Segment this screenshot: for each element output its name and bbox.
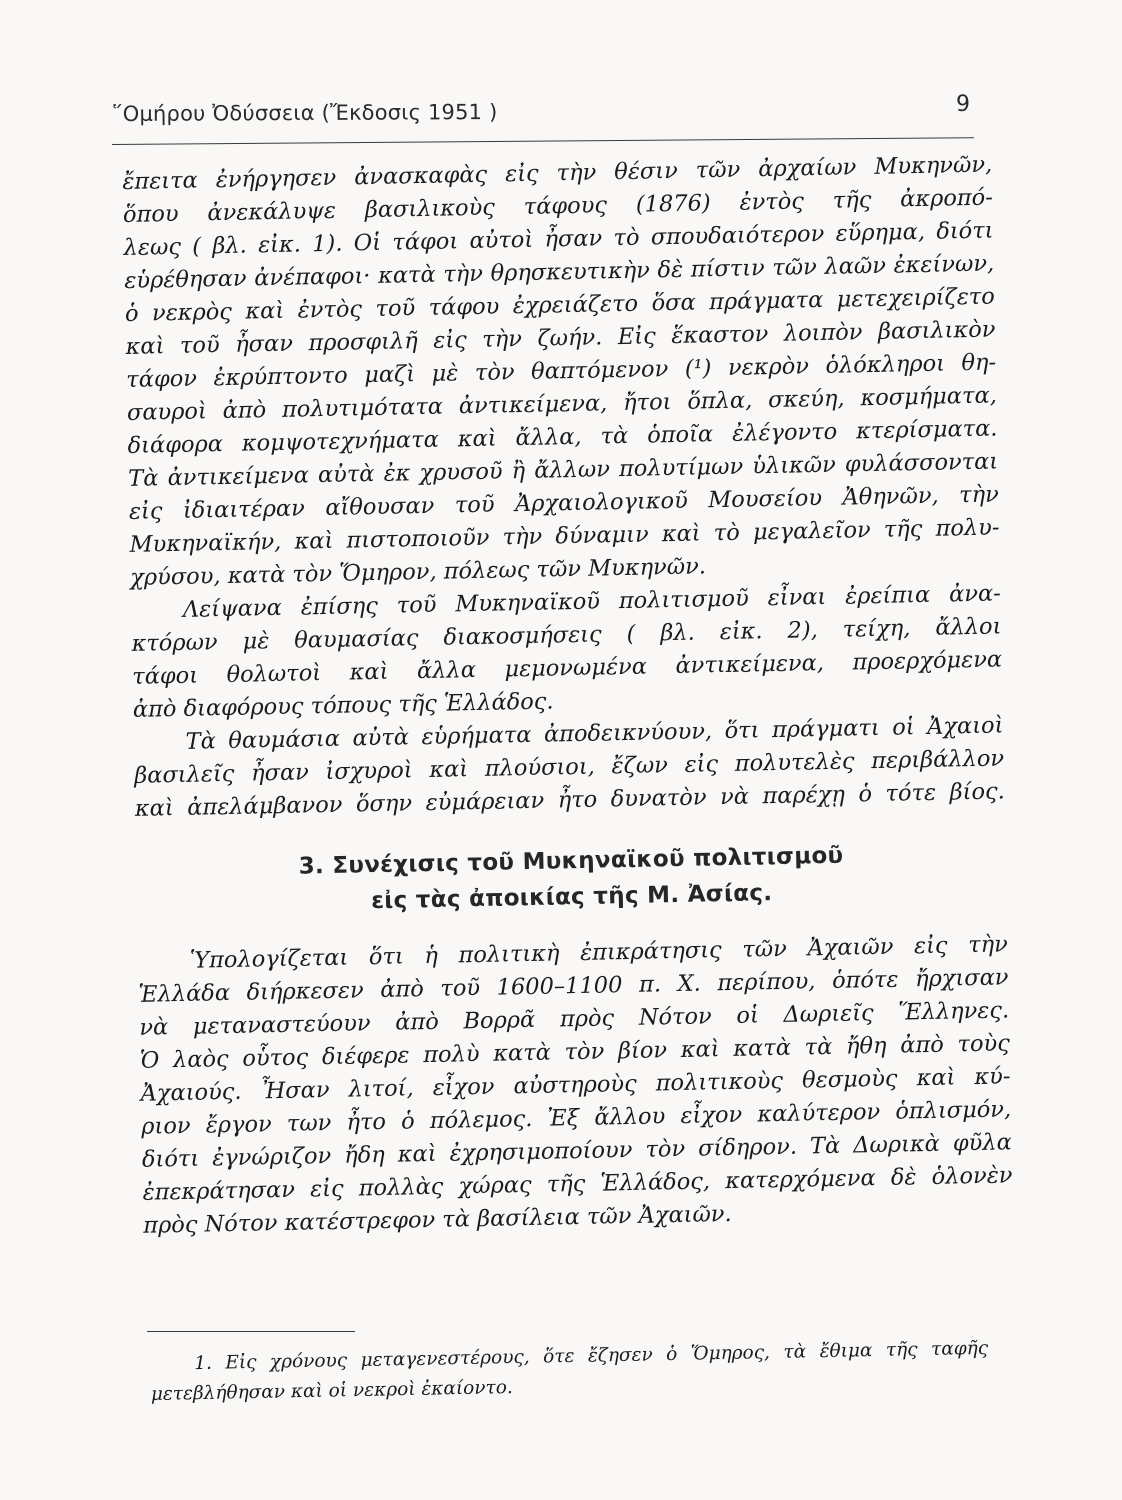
text-line: Τὰ θαυμάσια αὐτὰ εὑρήματα ἀποδεικνύουν, ὅτι πράγματι οἱ Ἀχαιοὶ (185, 712, 1004, 755)
text-line: διότι ἐγνώριζον ἤδη καὶ ἐχρησιμοποίουν τὸν σίδηρον. Τὰ Δωρικὰ φῦλα (141, 1129, 1013, 1173)
text-line: Ἀχαιούς. Ἦσαν λιτοί, εἶχον αὐστηροὺς πολιτικοὺς θεσμοὺς καὶ κύ- (140, 1063, 1011, 1107)
text-line: Τὰ ἀντικείμενα αὐτὰ ἐκ χρυσοῦ ἢ ἄλλων πολυτίμων ὑλικῶν φυλάσσονται (128, 448, 999, 492)
paragraph-excavations (122, 149, 1000, 595)
text-line: κτόρων μὲ θαυμασίας διακοσμήσεις ( βλ. εἰκ. 2), τείχη, ἄλλοι (131, 613, 1002, 657)
text-line: λεως ( βλ. εἰκ. 1). Οἱ τάφοι αὐτοὶ ἦσαν τὸ σπουδαιότερον εὕρημα, διότι (123, 217, 994, 261)
paragraph-dorians (138, 928, 1014, 1242)
section-heading-line: 3. Συνέχισις τοῦ Μυκηναϊκοῦ πολιτισμοῦ (298, 842, 844, 880)
text-line: νὰ μεταναστεύουν ἀπὸ Βορρᾶ πρὸς Νότον οἱ Δωριεῖς Ἕλληνες. (139, 997, 1010, 1041)
text-line: τάφον ἐκρύπτοντο μαζὶ μὲ τὸν θαπτόμενον (¹) νεκρὸν ὁλόκληροι θη- (126, 349, 997, 393)
text-line: Ὑπολογίζεται ὅτι ἡ πολιτικὴ ἐπικράτησις τῶν Ἀχαιῶν εἰς τὴν (189, 931, 1009, 974)
section-heading (136, 834, 1007, 923)
text-line: Λείψανα ἐπίσης τοῦ Μυκηναϊκοῦ πολιτισμοῦ εἶναι ἐρείπια ἀνα- (182, 580, 1002, 623)
text-line: Ἑλλάδα διήρκεσεν ἀπὸ τοῦ 1600–1100 π. Χ. περίπου, ὁπότε ἤρχισαν (138, 964, 1009, 1008)
running-title: ῞Ομήρου Ὀδύσσεια (Ἔκδοσις 1951 ) (111, 99, 498, 126)
text-line: καὶ ἀπελάμβανον ὅσην εὐμάρειαν ἦτο δυνατὸν νὰ παρέχῃ ὁ τότε βίος. (134, 778, 1005, 822)
footnote-rule (147, 1331, 355, 1332)
text-line: βασιλεῖς ἦσαν ἰσχυροὶ καὶ πλούσιοι, ἔζων εἰς πολυτελὲς περιβάλλον (133, 745, 1005, 789)
text-line: πρὸς Νότον κατέστρεφον τὰ βασίλεια τῶν Ἀχαιῶν. (143, 1200, 732, 1239)
text-line: Μυκηναϊκήν, καὶ πιστοποιοῦν τὴν δύναμιν καὶ τὸ μεγαλεῖον τῆς πολυ- (129, 514, 1000, 558)
text-line: ὁ νεκρὸς καὶ ἐντὸς τοῦ τάφου ἐχρειάζετο ὅσα πράγματα μετεχειρίζετο (124, 283, 996, 327)
text-line: εὑρέθησαν ἀνέπαφοι· κατὰ τὴν θρησκευτικὴν δὲ πίστιν τῶν λαῶν ἐκείνων, (124, 250, 995, 294)
footnote-line: 1. Εἰς χρόνους μεταγενεστέρους, ὅτε ἔζησεν ὁ Ὅμηρος, τὰ ἔθιμα τῆς ταφῆς (194, 1337, 989, 1375)
footnote-line: μετεβλήθησαν καὶ οἱ νεκροὶ ἐκαίοντο. (150, 1377, 514, 1405)
text-line: διάφορα κομψοτεχνήματα καὶ ἄλλα, τὰ ὁποῖα ἐλέγοντο κτερίσματα. (127, 415, 998, 459)
text-line: ριον ἔργον των ἦτο ὁ πόλεμος. Ἐξ ἄλλου εἶχον καλύτερον ὁπλισμόν, (141, 1096, 1012, 1140)
text-line: χρύσου, κατὰ τὸν Ὅμηρον, πόλεως τῶν Μυκηνῶν. (130, 553, 707, 591)
text-line: ἔπειτα ἐνήργησεν ἀνασκαφὰς εἰς τὴν θέσιν τῶν ἀρχαίων Μυκηνῶν, (122, 151, 993, 195)
text-line: ἀπὸ διαφόρους τόπους τῆς Ἑλλάδος. (132, 688, 554, 723)
text-line: σαυροὶ ἀπὸ πολυτιμότατα ἀντικείμενα, ἤτοι ὅπλα, σκεύη, κοσμήματα, (126, 382, 998, 426)
paragraph-remains (131, 577, 1003, 726)
text-line: ἐπεκράτησαν εἰς πολλὰς χώρας τῆς Ἑλλάδος, κατερχόμενα δὲ ὁλονὲν (142, 1162, 1013, 1206)
body-text (122, 149, 1013, 1243)
paragraph-findings (133, 709, 1005, 825)
text-line: καὶ τοῦ ἦσαν προσφιλῆ εἰς τὴν ζωήν. Εἰς ἕκαστον λοιπὸν βασιλικὸν (125, 316, 996, 360)
text-line: τάφοι θολωτοὶ καὶ ἄλλα μεμονωμένα ἀντικείμενα, προερχόμενα (131, 646, 1003, 690)
text-line: Ὁ λαὸς οὗτος διέφερε πολὺ κατὰ τὸν βίον καὶ κατὰ τὰ ἤθη ἀπὸ τοὺς (139, 1030, 1011, 1074)
footnote (150, 1334, 989, 1410)
section-heading-line: εἰς τὰς ἀποικίας τῆς Μ. Ἀσίας. (370, 880, 773, 915)
text-line: εἰς ἰδιαιτέραν αἴθουσαν τοῦ Ἀρχαιολογικοῦ Μουσείου Ἀθηνῶν, τὴν (128, 481, 1000, 525)
text-line: ὅπου ἀνεκάλυψε βασιλικοὺς τάφους (1876) ἐντὸς τῆς ἀκροπό- (122, 184, 994, 228)
page-number: 9 (956, 92, 970, 117)
